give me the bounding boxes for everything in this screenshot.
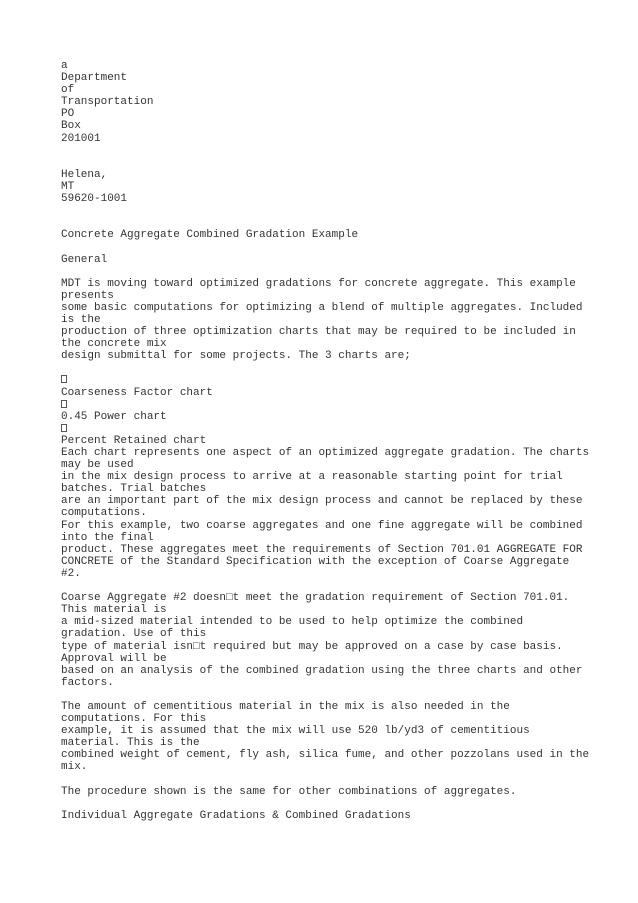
list-item: Coarseness Factor chart xyxy=(61,386,213,399)
city-line: Helena, xyxy=(61,168,108,181)
paragraph-line: gradation. Use of this xyxy=(61,628,207,641)
paragraph-line: into the final xyxy=(61,531,154,544)
paragraph-line: are an important part of the mix design process and cannot be replaced by these xyxy=(61,495,583,508)
address-line: Transportation xyxy=(61,96,154,109)
paragraph-line: The amount of cementitious material in the mix is also needed in the xyxy=(61,700,510,713)
paragraph-line: batches. Trial batches xyxy=(61,483,207,496)
paragraph-line: a mid-sized material intended to be used to help optimize the combined xyxy=(61,616,524,629)
bullet-icon xyxy=(61,375,67,383)
address-line: 201001 xyxy=(61,132,101,145)
charts-paragraph xyxy=(61,447,590,580)
paragraph-line: material. This is the xyxy=(61,737,200,750)
address-line: Box xyxy=(61,120,81,133)
document-page xyxy=(61,60,590,822)
paragraph-line: example, it is assumed that the mix will use 520 lb/yd3 of cementitious xyxy=(61,725,530,738)
address-block xyxy=(61,60,581,205)
paragraph-line: in the mix design process to arrive at a reasonable starting point for trial xyxy=(61,471,563,484)
city-line: MT xyxy=(61,180,75,193)
paragraph-line: production of three optimization charts that may be required to be included in xyxy=(61,326,576,339)
paragraph-line: This material is xyxy=(61,604,167,617)
bullet-icon xyxy=(61,400,67,408)
document-title: Concrete Aggregate Combined Gradation Example xyxy=(61,229,359,242)
paragraph-line: presents xyxy=(61,289,114,302)
paragraph-line: computations. xyxy=(61,507,147,520)
city-line: 59620-1001 xyxy=(61,193,128,206)
paragraph-line: the concrete mix xyxy=(61,338,167,351)
list-item: 0.45 Power chart xyxy=(61,410,167,423)
paragraph-line: combined weight of cement, fly ash, silica fume, and other pozzolans used in the xyxy=(61,749,590,762)
paragraph-line: is the xyxy=(61,313,101,326)
paragraph-line: some basic computations for optimizing a blend of multiple aggregates. Included xyxy=(61,301,583,314)
paragraph-line: #2. xyxy=(61,567,81,580)
procedure-line: The procedure shown is the same for other combinations of aggregates. xyxy=(61,785,517,798)
paragraph-line: CONCRETE of the Standard Specification with the exception of Coarse Aggregate xyxy=(61,555,570,568)
paragraph-line: Approval will be xyxy=(61,652,167,665)
paragraph-line: Coarse Aggregate #2 doesn□t meet the gradation requirement of Section 701.01. xyxy=(61,592,570,605)
paragraph-line: based on an analysis of the combined gradation using the three charts and other xyxy=(61,664,583,677)
section-heading: Individual Aggregate Gradations & Combined Gradations xyxy=(61,809,411,822)
paragraph-line: mix. xyxy=(61,761,88,774)
cementitious-paragraph xyxy=(61,700,590,774)
address-line: PO xyxy=(61,108,75,121)
address-line: Department xyxy=(61,72,128,85)
paragraph-line: may be used xyxy=(61,459,134,472)
address-line: a xyxy=(61,60,68,72)
charts-list xyxy=(61,374,581,447)
paragraph-line: computations. For this xyxy=(61,713,207,726)
paragraph-line: factors. xyxy=(61,676,114,689)
paragraph-line: design submittal for some projects. The 3 charts are; xyxy=(61,350,411,363)
address-line: of xyxy=(61,84,75,97)
intro-paragraph xyxy=(61,278,581,363)
list-item: Percent Retained chart xyxy=(61,434,207,447)
coarse-aggregate-paragraph xyxy=(61,592,581,689)
paragraph-line: product. These aggregates meet the requirements of Section 701.01 AGGREGATE FOR xyxy=(61,543,583,556)
paragraph-line: Each chart represents one aspect of an optimized aggregate gradation. The charts xyxy=(61,447,590,459)
bullet-icon xyxy=(61,424,67,432)
paragraph-line: type of material isn□t required but may be approved on a case by case basis. xyxy=(61,640,563,653)
paragraph-line: For this example, two coarse aggregates and one fine aggregate will be combined xyxy=(61,519,583,532)
general-heading: General xyxy=(61,253,108,266)
paragraph-line: MDT is moving toward optimized gradations for concrete aggregate. This example xyxy=(61,277,576,290)
